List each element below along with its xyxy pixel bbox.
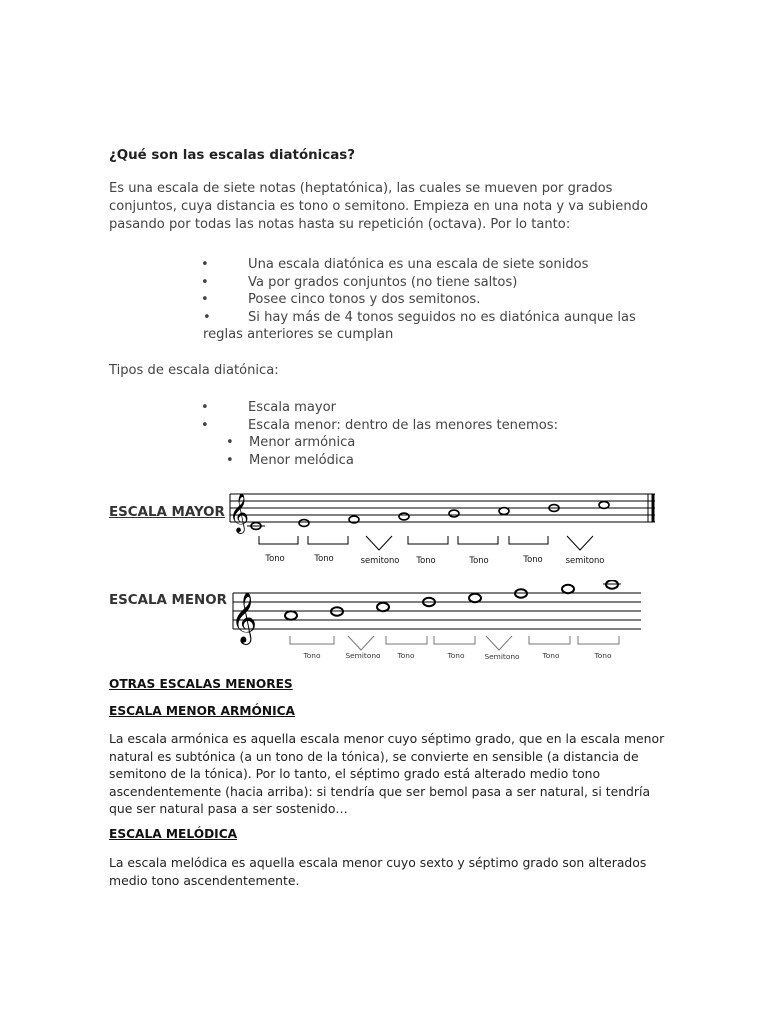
semitone-mark — [366, 536, 392, 550]
list-item-text: Escala mayor — [248, 400, 337, 415]
interval-label: semitono — [360, 555, 400, 565]
major-interval-marks — [259, 536, 593, 550]
list-item-text: Va por grados conjuntos (no tiene saltos) — [248, 274, 518, 290]
list-item-text: Menor armónica — [249, 435, 356, 450]
bullet-icon: • — [201, 417, 209, 433]
semitone-mark — [567, 536, 593, 550]
minor-interval-marks — [290, 636, 619, 650]
list-item — [203, 291, 673, 309]
bullet-icon: • — [201, 292, 209, 308]
bullet-icon: • — [201, 257, 209, 272]
treble-clef-icon: 𝄞 — [229, 493, 250, 533]
bullet-icon: • — [226, 452, 234, 468]
melodic-title: ESCALA MELÓDICA — [109, 827, 238, 841]
interval-label: Tono — [542, 651, 560, 660]
list-item — [203, 417, 663, 435]
bullet-icon: • — [201, 400, 209, 415]
other-minor-title: OTRAS ESCALAS MENORES — [109, 677, 293, 691]
note-head — [399, 513, 409, 520]
interval-label: Semitono — [345, 651, 381, 660]
intro-paragraph: Es una escala de siete notas (heptatónica), las cuales se mueven por grados conjuntos, cuya distancia es tono o semitono. Empieza en una nota y va subiendo pasando por todas las notas hasta su repetición (octava). Por lo tanto: — [109, 181, 648, 232]
note-head — [469, 594, 481, 602]
types-list — [203, 399, 663, 434]
note-head — [599, 502, 609, 509]
harmonic-title: ESCALA MENOR ARMÓNICA — [109, 704, 295, 718]
list-item-text: Escala menor: dentro de las menores tenemos: — [248, 417, 559, 433]
page-heading: ¿Qué son las escalas diatónicas? — [109, 148, 355, 163]
list-item — [203, 309, 673, 344]
treble-clef-icon: 𝄞 — [231, 592, 258, 643]
bullet-icon: • — [226, 435, 234, 450]
tone-bracket — [386, 636, 427, 644]
list-item — [203, 399, 663, 417]
bullet-icon: • — [203, 309, 211, 325]
properties-list — [203, 256, 673, 344]
tone-bracket — [434, 636, 475, 644]
tone-bracket — [408, 536, 448, 544]
tone-bracket — [308, 536, 348, 544]
note-head — [377, 603, 389, 611]
major-scale-staff — [225, 486, 665, 570]
interval-label: Tono — [397, 651, 415, 660]
melodic-paragraph: La escala melódica es aquella escala menor cuyo sexto y séptimo grado son alterados medio tono ascendentemente. — [109, 855, 647, 888]
note-head — [499, 508, 509, 515]
minor-types-list — [226, 434, 626, 469]
interval-label: Tono — [523, 554, 543, 564]
list-item — [203, 274, 673, 292]
list-item-text: Menor melódica — [249, 452, 354, 468]
tone-bracket — [529, 636, 570, 644]
interval-label: Semitono — [484, 652, 520, 661]
interval-label: Tono — [469, 555, 489, 565]
list-item-text: Si hay más de 4 tonos seguidos no es diatónica aunque las reglas anteriores se cumplan — [203, 309, 636, 343]
semitone-mark — [486, 636, 512, 650]
note-head — [562, 585, 574, 593]
tone-bracket — [578, 636, 619, 644]
tone-bracket — [509, 536, 548, 544]
minor-notes — [285, 580, 621, 619]
interval-label: Tono — [447, 651, 465, 660]
tone-bracket — [290, 636, 334, 644]
minor-scale-label: ESCALA MENOR — [109, 593, 227, 608]
types-title: Tipos de escala diatónica: — [109, 363, 279, 378]
list-item — [226, 452, 626, 470]
interval-label: semitono — [565, 555, 605, 565]
note-head — [449, 510, 459, 517]
note-head — [285, 611, 297, 619]
bullet-icon: • — [201, 274, 209, 290]
list-item — [226, 434, 626, 452]
tone-bracket — [458, 536, 498, 544]
interval-label: Tono — [314, 553, 334, 563]
semitone-mark — [348, 636, 374, 650]
minor-scale-staff — [228, 580, 648, 664]
list-item-text: Una escala diatónica es una escala de siete sonidos — [248, 257, 589, 272]
note-head — [299, 520, 309, 527]
tone-bracket — [259, 536, 298, 544]
list-item — [203, 256, 673, 274]
interval-label: Tono — [265, 553, 285, 563]
major-scale-label: ESCALA MAYOR — [109, 505, 225, 520]
interval-label: Tono — [416, 555, 436, 565]
interval-label: Tono — [594, 651, 612, 660]
list-item-text: Posee cinco tonos y dos semitonos. — [248, 292, 481, 308]
interval-label: Tono — [303, 651, 321, 660]
harmonic-paragraph: La escala armónica es aquella escala menor cuyo séptimo grado, que en la escala menor natural es subtónica (a un tono de la tónica), se convierte en sensible (a distancia de semitono de la tónica). Por lo tanto, el séptimo grado está alterado medio tono ascendentemente (hacia arriba): si tendría que ser bemol pasa a ser natural, si tendría que ser natural pasa a ser sostenido… — [109, 731, 665, 817]
